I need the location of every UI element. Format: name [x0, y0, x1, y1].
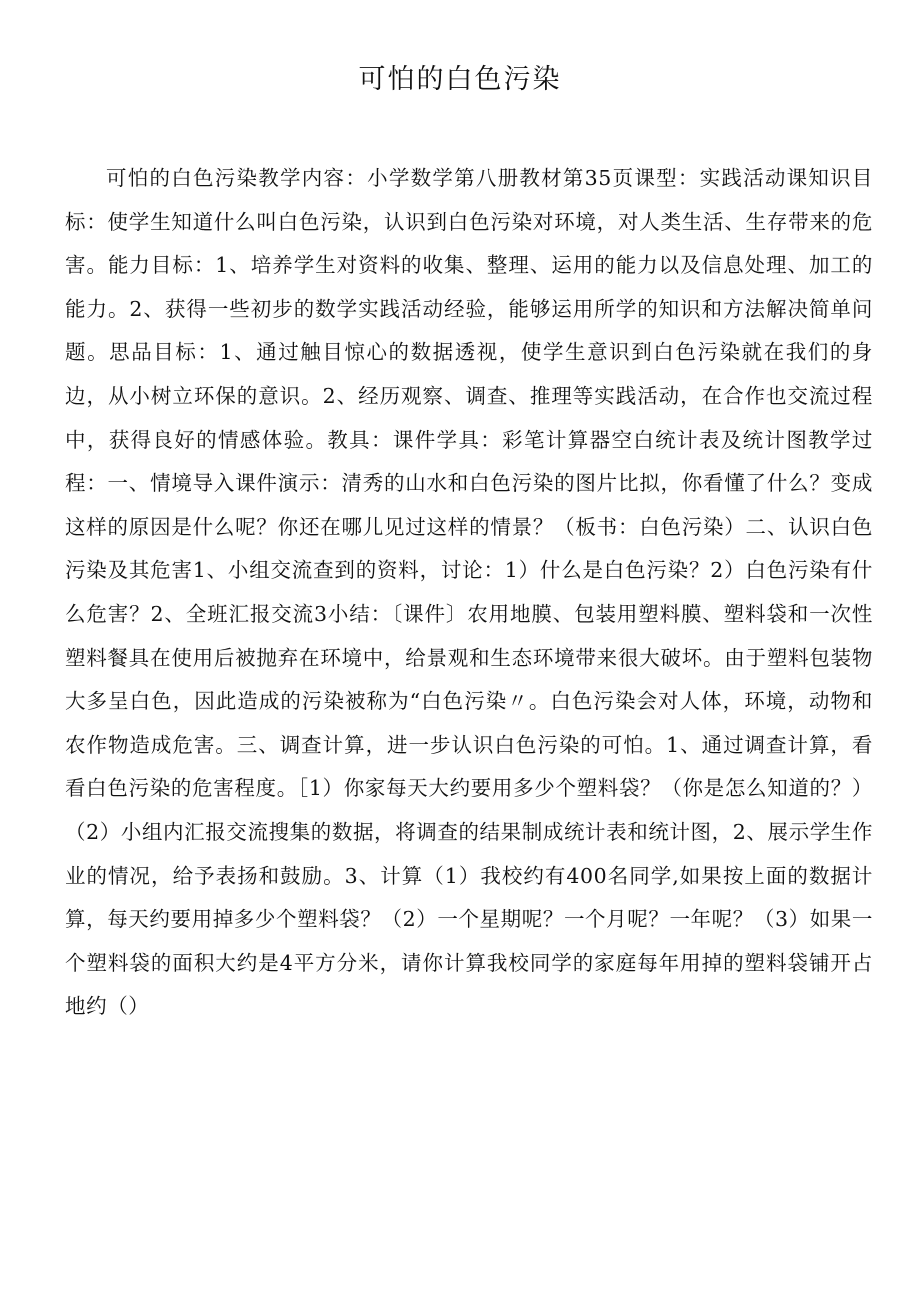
document-title: 可怕的白色污染	[358, 64, 562, 95]
document-body: 可怕的白色污染教学内容：小学数学第八册教材第35页课型：实践活动课知识目标：使学生知道什么叫白色污染，认识到白色污染对环境，对人类生活、生存带来的危害。能力目标：1、培养学生对资料的收集、整理、运用的能力以及信息处理、加工的能力。2、获得一些初步的数学实践活动经验，能够运用所学的知识和方法解决简单问题。思品目标：1、通过触目惊心的数据透视，使学生意识到白色污染就在我们的身边，从小树立环保的意识。2、经历观察、调查、推理等实践活动，在合作也交流过程中，获得良好的情感体验。教具：课件学具：彩笔计算器空白统计表及统计图教学过程：一、情境导入课件演示：清秀的山水和白色污染的图片比拟，你看懂了什么？变成这样的原因是什么呢？你还在哪儿见过这样的情景？（板书：白色污染）二、认识白色污染及其危害1、小组交流查到的资料，讨论：1）什么是白色污染？2）白色污染有什么危害？2、全班汇报交流3小结：〔课件〕农用地膜、包装用塑料膜、塑料袋和一次性塑料餐具在使用后被抛弃在环境中，给景观和生态环境带来很大破坏。由于塑料包装物大多呈白色，因此造成的污染被称为“白色污染〃。白色污染会对人体，环境，动物和农作物造成危害。三、调查计算，进一步认识白色污染的可怕。1、通过调查计算，看看白色污染的危害程度。［1）你家每天大约要用多少个塑料袋？（你是怎么知道的？）（2）小组内汇报交流搜集的数据，将调查的结果制成统计表和统计图，2、展示学生作业的情况，给予表扬和鼓励。3、计算（1）我校约有400名同学,如果按上面的数据计算，每天约要用掉多少个塑料袋？（2）一个星期呢？一个月呢？一年呢？（3）如果一个塑料袋的面积大约是4平方分米，请你计算我校同学的家庭每年用掉的塑料袋铺开占地约（）	[65, 166, 873, 1019]
